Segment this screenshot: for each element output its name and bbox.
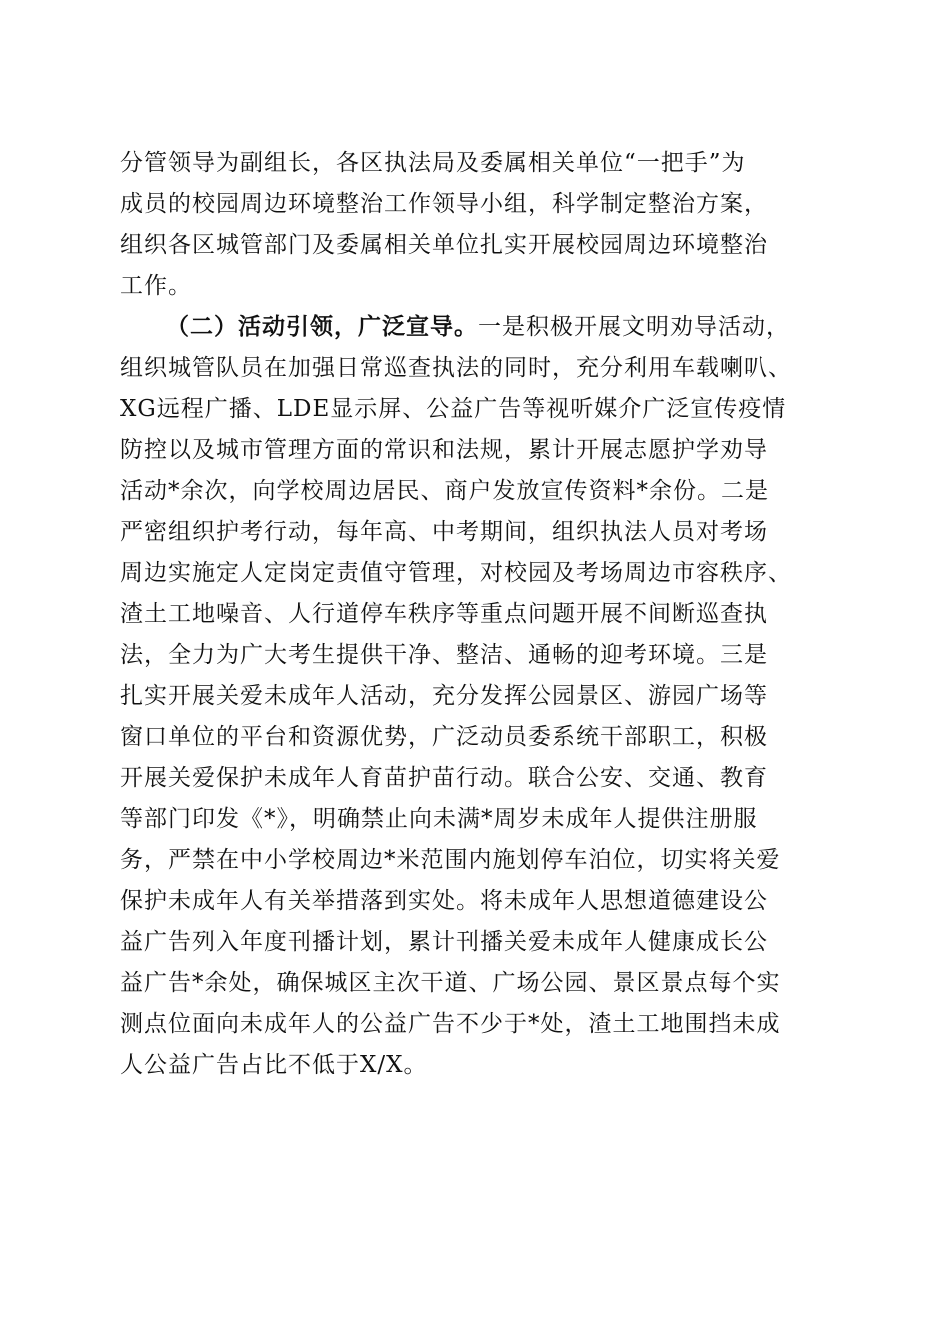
text-line: 法，全力为广大考生提供干净、整洁、通畅的迎考环境。三是 [120, 642, 768, 668]
text-line: XG远程广播、LDE显示屏、公益广告等视听媒介广泛宣传疫情 [120, 396, 787, 422]
section-heading: （二）活动引领，广泛宣导。 [166, 313, 478, 340]
text-line: 组织各区城管部门及委属相关单位扎实开展校园周边环境整治 [120, 232, 768, 258]
text-line: 开展关爱保护未成年人育苗护苗行动。联合公安、交通、教育 [120, 765, 768, 791]
text-line: 益广告*余处，确保城区主次干道、广场公园、景区景点每个实 [120, 970, 781, 996]
text-line: 成员的校园周边环境整治工作领导小组，科学制定整治方案， [120, 191, 768, 217]
text-line: 组织城管队员在加强日常巡查执法的同时，充分利用车载喇叭、 [120, 355, 792, 381]
text-line: 工作。 [120, 273, 192, 299]
text-line: 测点位面向未成年人的公益广告不少于*处，渣土工地围挡未成 [120, 1011, 781, 1037]
text-line: 扎实开展关爱未成年人活动，充分发挥公园景区、游园广场等 [120, 683, 768, 709]
text-line: 保护未成年人有关举措落到实处。将未成年人思想道德建设公 [120, 888, 768, 914]
paragraph-first-line [120, 307, 840, 347]
text-line-rest: 一是积极开展文明劝导活动， [478, 314, 790, 340]
text-line: 等部门印发《*》，明确禁止向未满*周岁未成年人提供注册服 [120, 806, 758, 832]
text-line: 人公益广告占比不低于X/X。 [120, 1052, 428, 1078]
text-line: 周边实施定人定岗定责值守管理，对校园及考场周边市容秩序、 [120, 560, 792, 586]
text-line: 渣土工地噪音、人行道停车秩序等重点问题开展不间断巡查执 [120, 601, 768, 627]
text-line: 防控以及城市管理方面的常识和法规，累计开展志愿护学劝导 [120, 437, 768, 463]
text-line: 分管领导为副组长，各区执法局及委属相关单位“一把手”为 [120, 150, 746, 176]
text-line: 务，严禁在中小学校周边*米范围内施划停车泊位，切实将关爱 [120, 847, 781, 873]
text-line: 益广告列入年度刊播计划，累计刊播关爱未成年人健康成长公 [120, 929, 768, 955]
text-line: 严密组织护考行动，每年高、中考期间，组织执法人员对考场 [120, 519, 768, 545]
body-text [120, 143, 840, 1085]
text-line: 窗口单位的平台和资源优势，广泛动员委系统干部职工，积极 [120, 724, 768, 750]
text-line: 活动*余次，向学校周边居民、商户发放宣传资料*余份。二是 [120, 478, 769, 504]
